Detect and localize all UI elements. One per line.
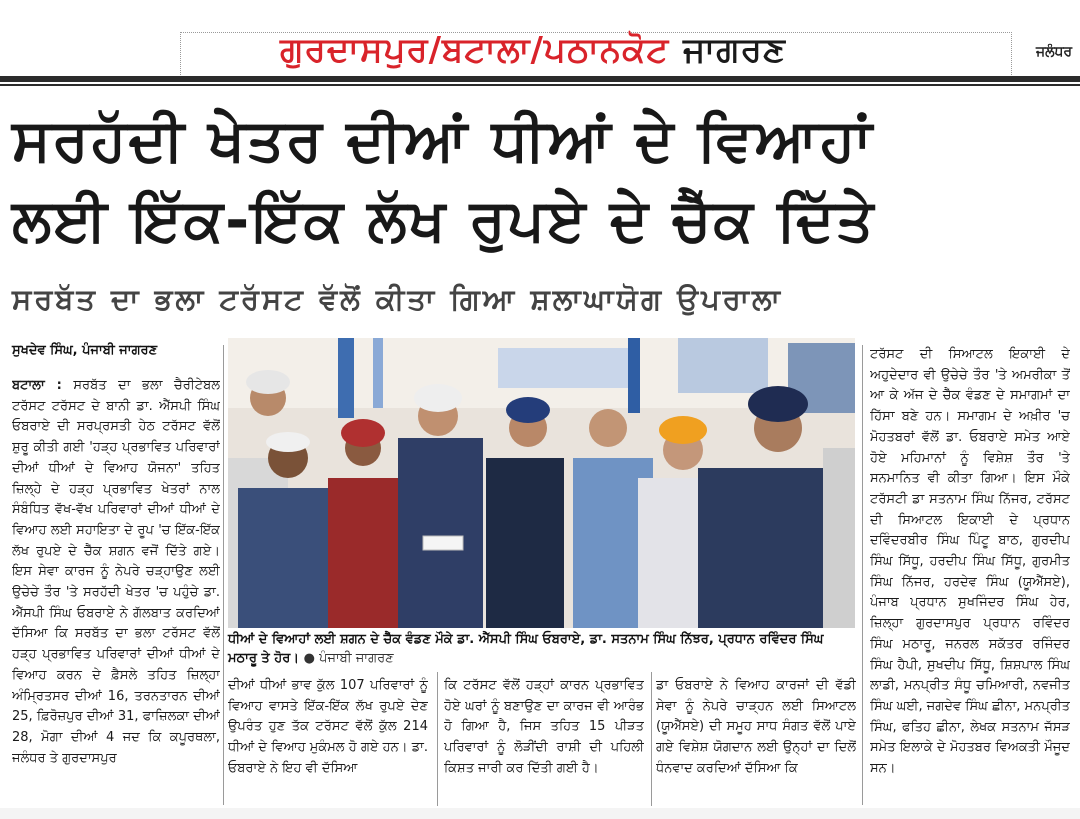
- column-2: ਦੀਆਂ ਧੀਆਂ ਭਾਵ ਕੁੱਲ 107 ਪਰਿਵਾਰਾਂ ਨੂੰ ਵਿਆਹ ਵਾਸਤੇ ਇੱਕ-ਇੱਕ ਲੱਖ ਰੁਪਏ ਦੇਣ ਉਪਰੰਤ ਹੁਣ ਤੱਕ ਟਰੱਸਟ ਵੱਲੋਂ ਕੁੱਲ 214 ਧੀਆਂ ਦੇ ਵਿਆਹ ਮੁਕੰਮਲ ਹੋ ਗਏ ਹਨ। ਡਾ. ਓਬਰਾਏ ਨੇ ਇਹ ਵੀ ਦੱਸਿਆ: [228, 678, 428, 776]
- masthead-title: [280, 30, 786, 70]
- masthead-city: ਜਲੰਧਰ: [1036, 44, 1073, 60]
- subheadline: ਸਰਬੱਤ ਦਾ ਭਲਾ ਟਰੱਸਟ ਵੱਲੋਂ ਕੀਤਾ ਗਿਆ ਸ਼ਲਾਘਾਯੋਗ ਉਪਰਾਲਾ: [12, 282, 783, 316]
- photo-caption: [228, 630, 855, 668]
- headline-line-1: ਸਰਹੱਦੀ ਖੇਤਰ ਦੀਆਂ ਧੀਆਂ ਦੇ ਵਿਆਹਾਂ: [12, 106, 874, 174]
- masthead-rule-thin: [0, 84, 1080, 86]
- column-divider: [223, 345, 224, 805]
- page-bottom-edge: [0, 808, 1080, 819]
- column-5: ਟਰੱਸਟ ਦੀ ਸਿਆਟਲ ਇਕਾਈ ਦੇ ਅਹੁਦੇਦਾਰ ਵੀ ਉਚੇਚੇ ਤੌਰ 'ਤੇ ਅਮਰੀਕਾ ਤੋਂ ਆ ਕੇ ਅੱਜ ਦੇ ਚੈੱਕ ਵੰਡਣ ਦੇ ਸਮਾਗਮਾਂ ਦਾ ਹਿੱਸਾ ਬਣੇ ਹਨ। ਸਮਾਗਮ ਦੇ ਅਖ਼ੀਰ 'ਚ ਮੋਹਤਬਰਾਂ ਵੱਲੋਂ ਡਾ. ਓਬਰਾਏ ਸਮੇਤ ਆਏ ਹੋਏ ਮਹਿਮਾਨਾਂ ਨੂੰ ਵਿਸ਼ੇਸ਼ ਤੌਰ 'ਤੇ ਸਨਮਾਨਿਤ ਵੀ ਕੀਤਾ ਗਿਆ। ਇਸ ਮੌਕੇ ਟਰੱਸਟੀ ਡਾ ਸਤਨਾਮ ਸਿੰਘ ਨਿੱਜਰ, ਟਰੱਸਟ ਦੀ ਸਿਆਟਲ ਇਕਾਈ ਦੇ ਪ੍ਰਧਾਨ ਦਵਿੰਦਰਬੀਰ ਸਿੰਘ ਪਿੰਟੂ ਬਾਠ, ਗੁਰਦੀਪ ਸਿੰਘ ਸਿੱਧੂ, ਹਰਦੀਪ ਸਿੰਘ ਸਿੱਧੂ, ਗੁਰਮੀਤ ਸਿੰਘ ਨਿੱਜਰ, ਹਰਦੇਵ ਸਿੰਘ (ਯੂਐੱਸਏ), ਪੰਜਾਬ ਪ੍ਰਧਾਨ ਸੁਖਜਿੰਦਰ ਸਿੰਘ ਹੇਰ, ਜ਼ਿਲ੍ਹਾ ਗੁਰਦਾਸਪੁਰ ਪ੍ਰਧਾਨ ਰਵਿੰਦਰ ਸਿੰਘ ਮਠਾਰੂ, ਜਨਰਲ ਸਕੱਤਰ ਰਜਿੰਦਰ ਸਿੰਘ ਹੈਪੀ, ਸੁਖਦੀਪ ਸਿੱਧੂ, ਸ਼ਿਸ਼ਪਾਲ ਸਿੰਘ ਲਾਡੀ, ਮਨਪ੍ਰੀਤ ਸੰਧੂ ਚਮਿਆਰੀ, ਨਵਜੀਤ ਸਿੰਘ ਘਈ, ਜਗਦੇਵ ਸਿੰਘ ਛੀਨਾ, ਮਨਪ੍ਰੀਤ ਸਿੰਘ, ਫਤਿਹ ਛੀਨਾ, ਲੇਖਕ ਸਤਨਾਮ ਜੱਸੜ ਸਮੇਤ ਇਲਾਕੇ ਦੇ ਮੋਹਤਬਰ ਵਿਅਕਤੀ ਮੌਜੂਦ ਸਨ।: [870, 347, 1070, 777]
- column-divider: [651, 672, 652, 806]
- dateline: ਬਟਾਲਾ :: [12, 378, 62, 393]
- photo-caption-text: ਧੀਆਂ ਦੇ ਵਿਆਹਾਂ ਲਈ ਸ਼ਗਨ ਦੇ ਚੈੱਕ ਵੰਡਣ ਮੌਕੇ ਡਾ. ਐੱਸਪੀ ਸਿੰਘ ਓਬਰਾਏ, ਡਾ. ਸਤਨਾਮ ਸਿੰਘ ਨਿੱਝਰ, ਪ੍ਰਧਾਨ ਰਵਿੰਦਰ ਸਿੰਘ ਮਠਾਰੂ ਤੇ ਹੋਰ।: [228, 632, 824, 666]
- news-photo: [228, 338, 855, 628]
- headline-line-2: ਲਈ ਇੱਕ-ਇੱਕ ਲੱਖ ਰੁਪਏ ਦੇ ਚੈੱਕ ਦਿੱਤੇ: [12, 186, 876, 254]
- column-divider: [437, 672, 438, 806]
- column-divider: [862, 345, 863, 805]
- photo-illustration: [228, 338, 855, 628]
- column-4: ਡਾ ਓਬਰਾਏ ਨੇ ਵਿਆਹ ਕਾਰਜਾਂ ਦੀ ਵੱਡੀ ਸੇਵਾ ਨੂੰ ਨੇਪਰੇ ਚਾੜ੍ਹਨ ਲਈ ਸਿਆਟਲ (ਯੂਐੱਸਏ) ਦੀ ਸਮੂਹ ਸਾਧ ਸੰਗਤ ਵੱਲੋਂ ਪਾਏ ਗਏ ਵਿਸ਼ੇਸ਼ ਯੋਗਦਾਨ ਲਈ ਉਨ੍ਹਾਂ ਦਾ ਦਿਲੋਂ ਧੰਨਵਾਦ ਕਰਦਿਆਂ ਦੱਸਿਆ ਕਿ: [656, 678, 856, 776]
- byline: ਸੁਖਦੇਵ ਸਿੰਘ, ਪੰਜਾਬੀ ਜਾਗਰਣ: [12, 343, 158, 358]
- column-3: ਕਿ ਟਰੱਸਟ ਵੱਲੋਂ ਹੜ੍ਹਾਂ ਕਾਰਨ ਪ੍ਰਭਾਵਿਤ ਹੋਏ ਘਰਾਂ ਨੂੰ ਬਣਾਉਣ ਦਾ ਕਾਰਜ ਵੀ ਆਰੰਭ ਹੋ ਗਿਆ ਹੈ, ਜਿਸ ਤਹਿਤ 15 ਪੀੜਤ ਪਰਿਵਾਰਾਂ ਨੂੰ ਲੋੜੀਂਦੀ ਰਾਸ਼ੀ ਦੀ ਪਹਿਲੀ ਕਿਸ਼ਤ ਜਾਰੀ ਕਰ ਦਿੱਤੀ ਗਈ ਹੈ।: [444, 678, 644, 776]
- column-1: [12, 376, 220, 804]
- photo-credit: ● ਪੰਜਾਬੀ ਜਾਗਰਣ: [303, 651, 394, 666]
- masthead-rule: [0, 76, 1080, 82]
- column-1-text: ਸਰਬੱਤ ਦਾ ਭਲਾ ਚੈਰੀਟੇਬਲ ਟਰੱਸਟ ਟਰੱਸਟ ਦੇ ਬਾਨੀ ਡਾ. ਐੱਸਪੀ ਸਿੰਘ ਓਬਰਾਏ ਦੀ ਸਰਪ੍ਰਸਤੀ ਹੇਠ ਟਰੱਸਟ ਵੱਲੋਂ ਸ਼ੁਰੂ ਕੀਤੀ ਗਈ 'ਹੜ੍ਹ ਪ੍ਰਭਾਵਿਤ ਪਰਿਵਾਰਾਂ ਦੀਆਂ ਧੀਆਂ ਦੇ ਵਿਆਹ ਯੋਜਨਾ' ਤਹਿਤ ਜ਼ਿਲ੍ਹੇ ਦੇ ਹੜ੍ਹ ਪ੍ਰਭਾਵਿਤ ਖੇਤਰਾਂ ਨਾਲ ਸੰਬੰਧਿਤ ਵੱਖ-ਵੱਖ ਪਰਿਵਾਰਾਂ ਦੀਆਂ ਧੀਆਂ ਦੇ ਵਿਆਹ ਲਈ ਸਹਾਇਤਾ ਦੇ ਰੂਪ 'ਚ ਇੱਕ-ਇੱਕ ਲੱਖ ਰੁਪਏ ਦੇ ਚੈੱਕ ਸ਼ਗਨ ਵਜੋਂ ਦਿੱਤੇ ਗਏ। ਇਸ ਸੇਵਾ ਕਾਰਜ ਨੂੰ ਨੇਪਰੇ ਚੜ੍ਹਾਉਣ ਲਈ ਉਚੇਚੇ ਤੌਰ 'ਤੇ ਸਰਹੱਦੀ ਖੇਤਰ 'ਚ ਪਹੁੰਚੇ ਡਾ. ਐੱਸਪੀ ਸਿੰਘ ਓਬਰਾਏ ਨੇ ਗੱਲਬਾਤ ਕਰਦਿਆਂ ਦੱਸਿਆ ਕਿ ਸਰਬੱਤ ਦਾ ਭਲਾ ਟਰੱਸਟ ਵੱਲੋਂ ਹੜ੍ਹ ਪ੍ਰਭਾਵਿਤ ਪਰਿਵਾਰਾਂ ਦੀਆਂ ਧੀਆਂ ਦੇ ਵਿਆਹ ਕਰਨ ਦੇ ਫ਼ੈਸਲੇ ਤਹਿਤ ਜ਼ਿਲ੍ਹਾ ਅੰਮ੍ਰਿਤਸਰ ਦੀਆਂ 16, ਤਰਨਤਾਰਨ ਦੀਆਂ 25, ਫ਼ਿਰੋਜ਼ਪੁਰ ਦੀਆਂ 31, ਫਾਜ਼ਿਲਕਾ ਦੀਆਂ 28, ਮੋਗਾ ਦੀਆਂ 4 ਜਦ ਕਿ ਕਪੂਰਥਲਾ, ਜਲੰਧਰ ਤੇ ਗੁਰਦਾਸਪੁਰ: [12, 378, 220, 766]
- masthead-brand: ਜਾਗਰਣ: [683, 30, 786, 70]
- edition-title: ਗੁਰਦਾਸਪੁਰ/ਬਟਾਲਾ/ਪਠਾਨਕੋਟ: [280, 30, 670, 70]
